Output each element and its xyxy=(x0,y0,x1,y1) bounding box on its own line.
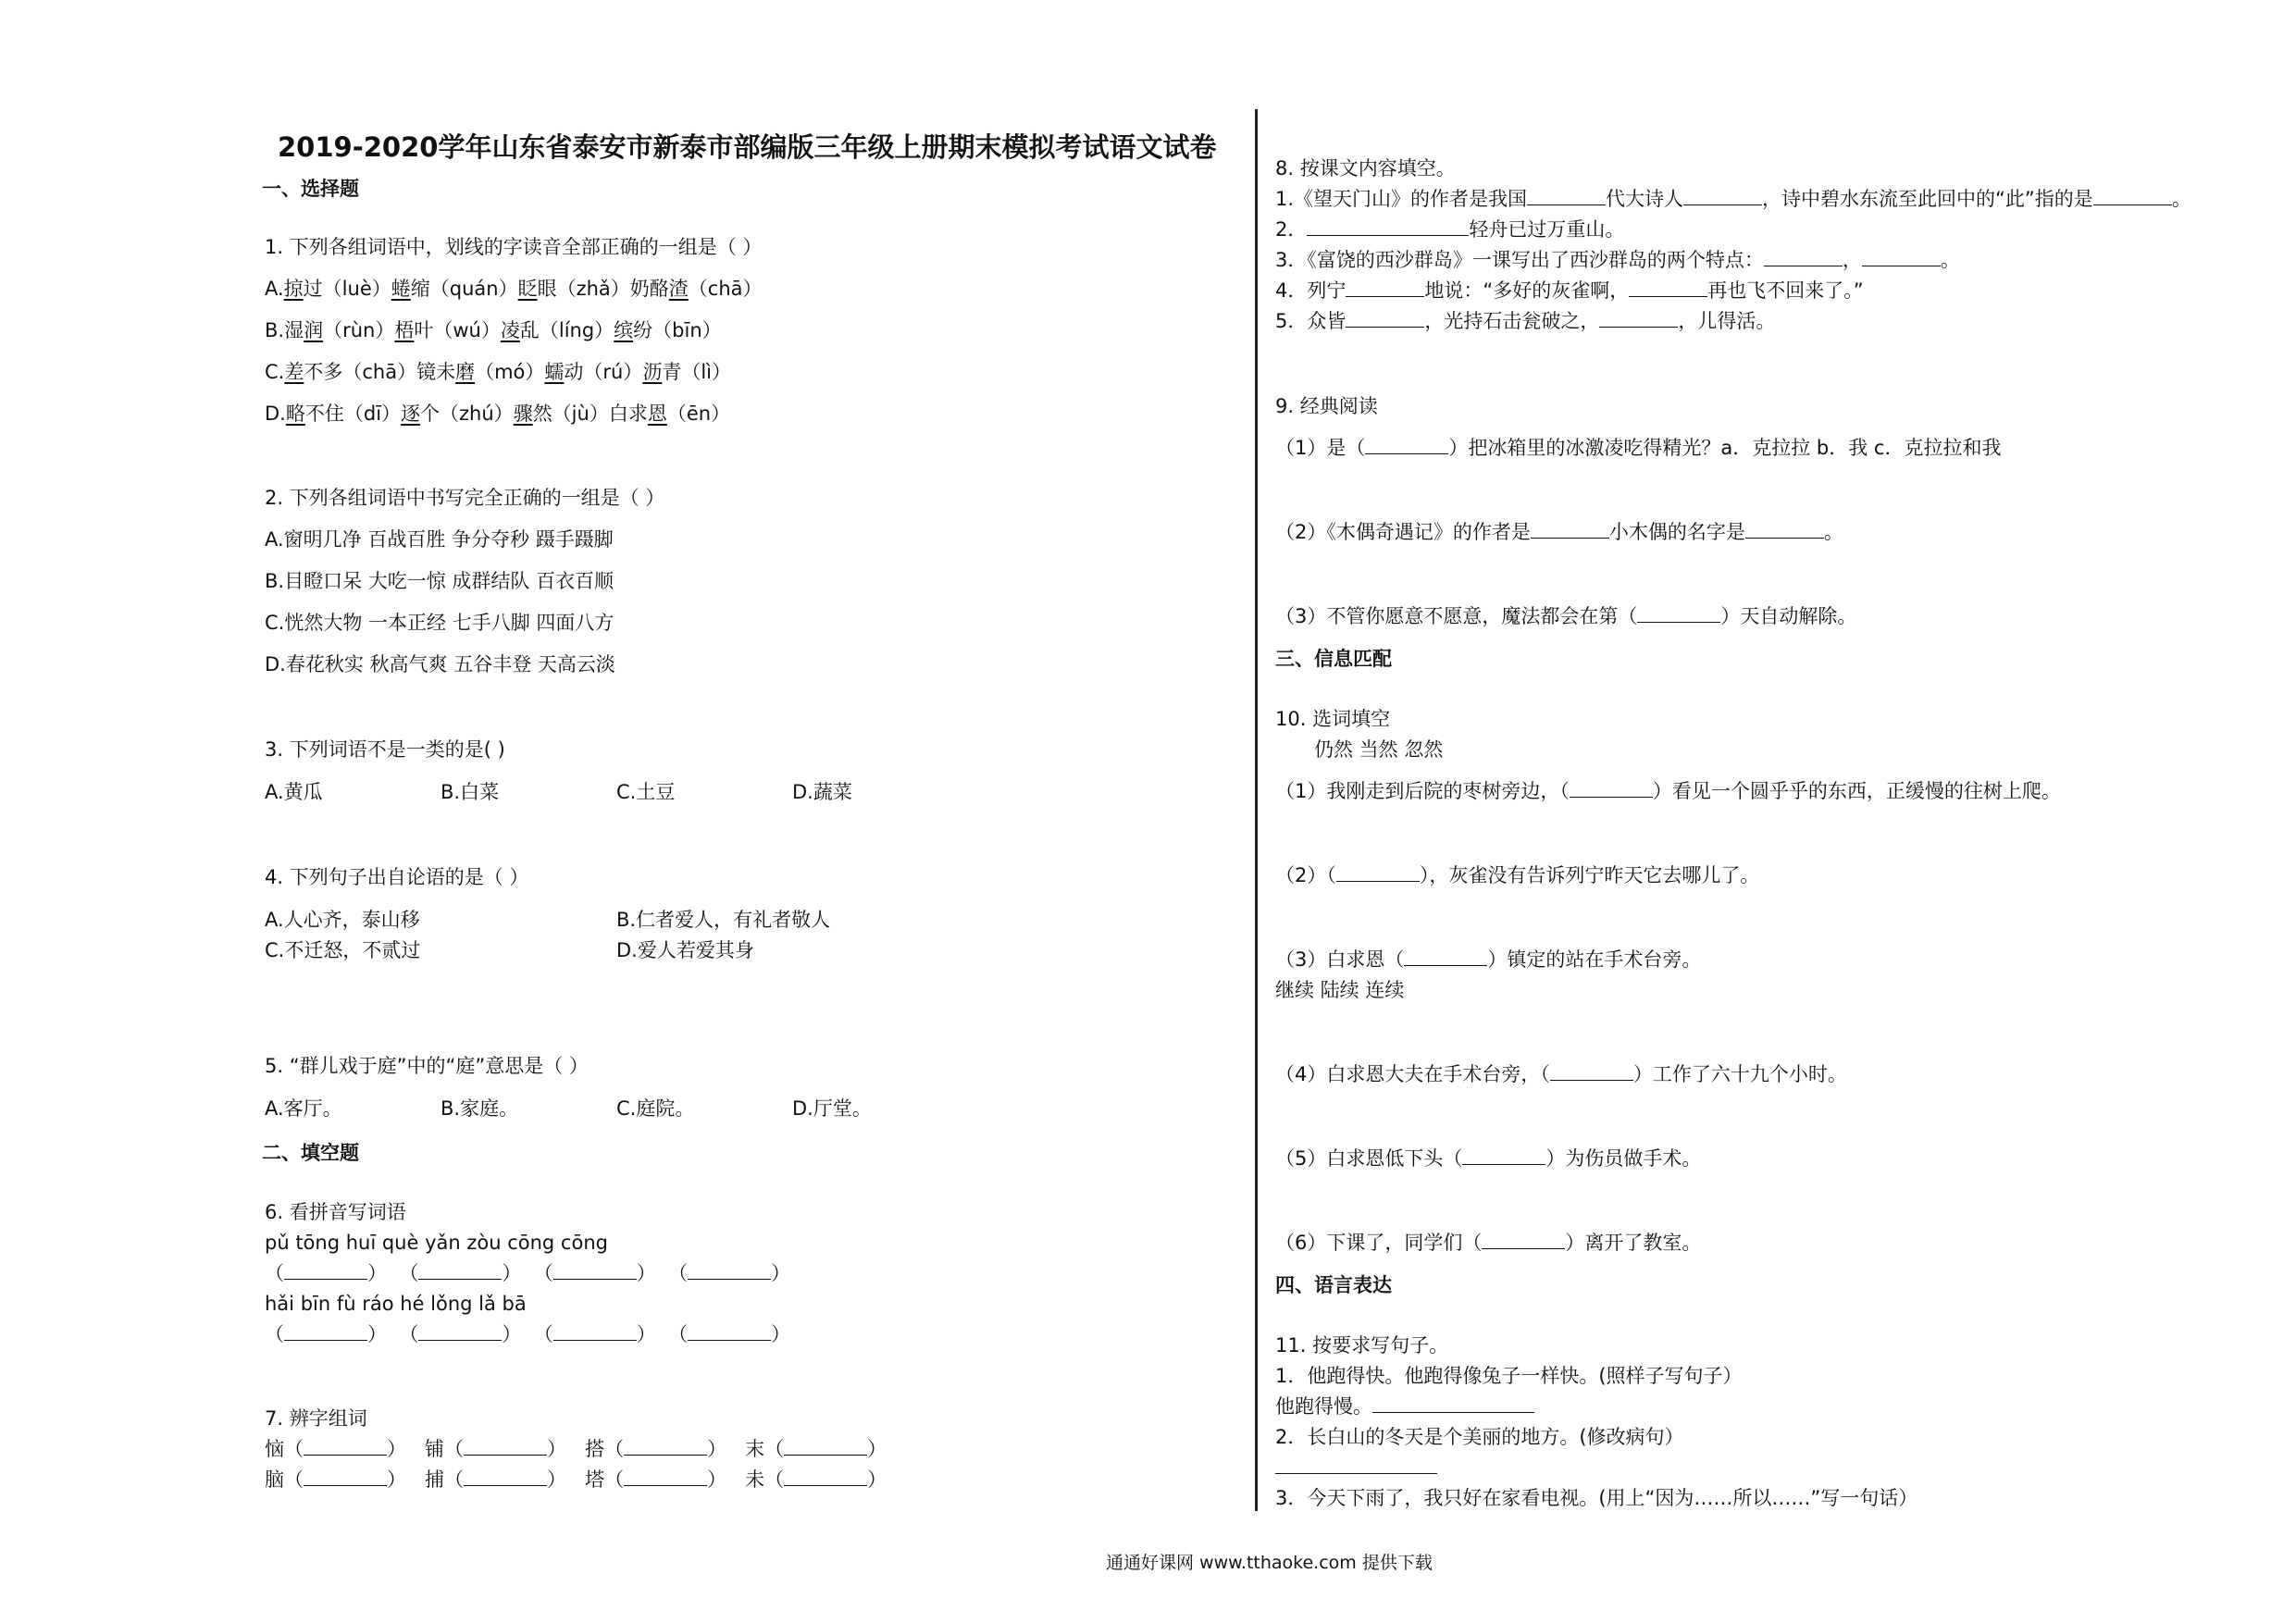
q5-option-b[interactable]: B.家庭。 xyxy=(441,1097,519,1120)
paren: （ xyxy=(533,1262,553,1284)
q7-row-2[interactable] xyxy=(265,1467,887,1493)
q10-line-5[interactable] xyxy=(1275,1146,1701,1171)
q3-option-a[interactable]: A.黄瓜 xyxy=(265,781,323,803)
text: 他跑得慢。 xyxy=(1275,1395,1372,1418)
answer-blank[interactable] xyxy=(1346,308,1424,328)
q5-option-a[interactable]: A.客厅。 xyxy=(265,1097,342,1120)
q8-line-5[interactable] xyxy=(1275,308,1775,334)
q1-option-b[interactable] xyxy=(265,317,722,343)
text: ）天自动解除。 xyxy=(1720,605,1857,627)
answer-blank[interactable] xyxy=(688,1321,771,1341)
q9-line-1[interactable] xyxy=(1275,435,2001,461)
q8-line-4[interactable] xyxy=(1275,278,1864,304)
underlined-char: 眨 xyxy=(517,278,538,300)
text: （1）我刚走到后院的枣树旁边，（ xyxy=(1275,780,1570,802)
text: 然（jù）白求 xyxy=(532,403,648,425)
q4-option-c[interactable]: C.不迁怒，不贰过 xyxy=(265,939,421,961)
underlined-char: 逐 xyxy=(401,403,421,425)
text: （chā） xyxy=(688,278,763,300)
text: 过（luè） xyxy=(303,278,391,300)
underlined-char: 蠕 xyxy=(544,361,565,383)
text: C. xyxy=(265,361,285,383)
section-heading-expression: 四、语言表达 xyxy=(1275,1274,1392,1296)
text: ，儿得活。 xyxy=(1678,310,1776,332)
text: 眼（zhǎ）奶酪 xyxy=(537,278,669,300)
paren: ） xyxy=(367,1323,387,1345)
q9-line-3[interactable] xyxy=(1275,603,1856,629)
paren: ） xyxy=(502,1262,522,1284)
q6-pinyin-row-1: pǔ tōng huī què yǎn zòu cōng cōng xyxy=(265,1232,608,1254)
q6-stem: 6. 看拼音写词语 xyxy=(265,1201,406,1223)
answer-blank[interactable] xyxy=(1462,1146,1545,1165)
answer-blank[interactable] xyxy=(1365,435,1448,454)
text: 4．列宁 xyxy=(1275,279,1347,302)
char: 塔 xyxy=(585,1468,605,1491)
answer-blank[interactable] xyxy=(1336,862,1420,882)
answer-blank[interactable] xyxy=(1637,603,1720,623)
underlined-char: 蜷 xyxy=(391,278,411,300)
section-heading-match: 三、信息匹配 xyxy=(1275,648,1392,670)
answer-blank[interactable] xyxy=(304,1467,387,1486)
text: 不多（chā）镜未 xyxy=(304,361,456,383)
text: 地说：“多好的灰雀啊， xyxy=(1424,279,1630,302)
exam-title: 2019-2020学年山东省泰安市新泰市部编版三年级上册期末模拟考试语文试卷 xyxy=(278,131,1217,163)
paren: （ xyxy=(604,1438,625,1460)
text: 纷（bīn） xyxy=(633,319,722,341)
paren: ） xyxy=(707,1468,727,1491)
q10-line-1[interactable] xyxy=(1275,778,2061,804)
answer-blank[interactable] xyxy=(1372,1394,1534,1413)
q9-stem: 9. 经典阅读 xyxy=(1275,395,1378,417)
char: 脑 xyxy=(265,1468,284,1491)
paren: （ xyxy=(764,1438,785,1460)
text: 代大诗人 xyxy=(1606,188,1684,210)
text: ）看见一个圆乎乎的东西，正缓慢的往树上爬。 xyxy=(1652,780,2061,802)
q10-line-2[interactable] xyxy=(1275,862,1759,888)
char: 捕 xyxy=(425,1468,445,1491)
q11-stem: 11. 按要求写句子。 xyxy=(1275,1334,1449,1357)
answer-blank[interactable] xyxy=(1629,278,1707,297)
answer-blank[interactable] xyxy=(304,1436,387,1456)
q10-word-bank-2: 继续 陆续 连续 xyxy=(1275,979,1405,1001)
paren: ） xyxy=(867,1468,887,1491)
paren: （ xyxy=(399,1262,419,1284)
underlined-char: 凌 xyxy=(500,319,520,341)
text: （rùn） xyxy=(323,319,395,341)
answer-blank[interactable] xyxy=(1482,1230,1565,1249)
text: （4）白求恩大夫在手术台旁，（ xyxy=(1275,1063,1550,1085)
answer-blank[interactable] xyxy=(1683,186,1762,205)
char: 恼 xyxy=(265,1438,284,1460)
q2-option-d[interactable]: D.春花秋实 秋高气爽 五谷丰登 天高云淡 xyxy=(265,653,615,675)
text: D. xyxy=(265,403,286,425)
q5-stem: 5. “群儿戏于庭”中的“庭”意思是（ ） xyxy=(265,1055,589,1077)
text: ，诗中碧水东流至此回中的“此”指的是 xyxy=(1762,188,2093,210)
text: ）为伤员做手术。 xyxy=(1545,1147,1702,1170)
text: B.湿 xyxy=(265,319,304,341)
q11-line-2[interactable] xyxy=(1275,1394,1534,1419)
answer-blank[interactable] xyxy=(1346,278,1424,297)
answer-blank[interactable] xyxy=(1745,519,1824,539)
answer-blank[interactable] xyxy=(624,1467,707,1486)
q8-line-3[interactable] xyxy=(1275,247,1960,273)
text: 2． xyxy=(1275,218,1308,241)
column-divider xyxy=(1255,109,1258,1511)
answer-blank[interactable] xyxy=(1764,247,1843,266)
char: 未 xyxy=(745,1468,765,1491)
text: （3）白求恩（ xyxy=(1275,948,1405,971)
underlined-char: 梧 xyxy=(394,319,415,341)
text: ，光持石击瓮破之， xyxy=(1424,310,1600,332)
paren: （ xyxy=(265,1323,284,1345)
q8-line-1[interactable] xyxy=(1275,186,2191,212)
q2-option-b[interactable]: B.目瞪口呆 大吃一惊 成群结队 百衣百顺 xyxy=(265,570,614,592)
text: 3．《富饶的西沙群岛》一课写出了西沙群岛的两个特点： xyxy=(1275,249,1764,271)
text: （2）（ xyxy=(1275,864,1336,886)
text: 乱（líng） xyxy=(519,319,614,341)
underlined-char: 骤 xyxy=(513,403,533,425)
answer-blank[interactable] xyxy=(688,1260,771,1280)
answer-blank[interactable] xyxy=(1862,247,1941,266)
section-heading-fill: 二、填空题 xyxy=(262,1142,359,1164)
text: ， xyxy=(1842,249,1862,271)
text: （5）白求恩低下头（ xyxy=(1275,1147,1463,1170)
text: 青（lì） xyxy=(662,361,732,383)
underlined-char: 磨 xyxy=(455,361,476,383)
q1-stem: 1. 下列各组词语中，划线的字读音全部正确的一组是（ ） xyxy=(265,236,763,258)
char: 铺 xyxy=(425,1438,445,1460)
q2-stem: 2. 下列各组词语中书写完全正确的一组是（ ） xyxy=(265,487,665,509)
q5-option-d[interactable]: D.厅堂。 xyxy=(792,1097,872,1120)
q7-stem: 7. 辨字组词 xyxy=(265,1407,367,1430)
paren: ） xyxy=(387,1438,406,1460)
answer-blank[interactable] xyxy=(1527,186,1606,205)
text: 小木偶的名字是 xyxy=(1608,521,1745,543)
paren: （ xyxy=(668,1323,689,1345)
text: 轻舟已过万重山。 xyxy=(1469,218,1625,241)
answer-blank[interactable] xyxy=(1550,1061,1633,1081)
q7-row-1[interactable] xyxy=(265,1436,887,1462)
paren: ） xyxy=(771,1323,791,1345)
paren: ） xyxy=(547,1438,567,1460)
text: 。 xyxy=(2171,188,2191,210)
q9-line-2[interactable] xyxy=(1275,519,1843,545)
answer-blank[interactable] xyxy=(1275,1455,1437,1474)
text: ）镇定的站在手术台旁。 xyxy=(1487,948,1702,971)
text: 缩（quán） xyxy=(410,278,518,300)
paren: ） xyxy=(636,1323,656,1345)
q4-option-b[interactable]: B.仁者爱人，有礼者敬人 xyxy=(616,909,831,931)
q10-stem: 10. 选词填空 xyxy=(1275,708,1391,730)
paren: ） xyxy=(707,1438,727,1460)
q3-option-d[interactable]: D.蔬菜 xyxy=(792,781,852,803)
text: 个（zhú） xyxy=(420,403,514,425)
paren: （ xyxy=(604,1468,625,1491)
q4-stem: 4. 下列句子出自论语的是（ ） xyxy=(265,866,529,888)
underlined-char: 润 xyxy=(304,319,324,341)
text: ）工作了六十九个小时。 xyxy=(1632,1063,1847,1085)
paren: （ xyxy=(668,1262,689,1284)
answer-blank[interactable] xyxy=(1531,519,1609,539)
text: 叶（wú） xyxy=(414,319,501,341)
text: 5．众皆 xyxy=(1275,310,1347,332)
text: （3）不管你愿意不愿意，魔法都会在第（ xyxy=(1275,605,1638,627)
paren: ） xyxy=(367,1262,387,1284)
section-heading-choice: 一、选择题 xyxy=(262,178,359,200)
answer-blank[interactable] xyxy=(464,1467,547,1486)
q10-line-6[interactable] xyxy=(1275,1230,1701,1256)
q11-line-1: 1．他跑得快。他跑得像兔子一样快。(照样子写句子） xyxy=(1275,1365,1743,1387)
text: A. xyxy=(265,278,284,300)
q1-option-d[interactable] xyxy=(265,401,730,427)
q6-answer-row-1[interactable] xyxy=(265,1260,790,1286)
answer-blank[interactable] xyxy=(624,1436,707,1456)
q11-line-3: 2．长白山的冬天是个美丽的地方。(修改病句） xyxy=(1275,1426,1684,1448)
q4-option-d[interactable]: D.爱人若爱其身 xyxy=(616,939,754,961)
q10-word-bank-1: 仍然 当然 忽然 xyxy=(1314,738,1444,761)
text: （ēn） xyxy=(666,403,731,425)
answer-blank[interactable] xyxy=(284,1260,367,1280)
answer-blank[interactable] xyxy=(553,1260,637,1280)
underlined-char: 缤 xyxy=(614,319,634,341)
underlined-char: 略 xyxy=(285,403,305,425)
text: 。 xyxy=(1940,249,1960,271)
answer-blank[interactable] xyxy=(784,1436,867,1456)
paren: （ xyxy=(533,1323,553,1345)
text: （mó） xyxy=(475,361,545,383)
q2-option-c[interactable]: C.恍然大物 一本正经 七手八脚 四面八方 xyxy=(265,612,614,634)
answer-blank[interactable] xyxy=(1599,308,1678,328)
underlined-char: 渣 xyxy=(668,278,689,300)
answer-blank[interactable] xyxy=(284,1321,367,1341)
paren: ） xyxy=(771,1262,791,1284)
q11-line-4: 3．今天下雨了，我只好在家看电视。(用上“因为……所以……”写一句话） xyxy=(1275,1487,1918,1509)
text: 。 xyxy=(1823,521,1843,543)
answer-blank[interactable] xyxy=(553,1321,637,1341)
paren: ） xyxy=(867,1438,887,1460)
q3-option-c[interactable]: C.土豆 xyxy=(616,781,676,803)
text: ）离开了教室。 xyxy=(1565,1232,1702,1254)
char: 末 xyxy=(745,1438,765,1460)
answer-blank[interactable] xyxy=(1404,947,1487,966)
text: （1）是（ xyxy=(1275,437,1366,459)
answer-blank[interactable] xyxy=(1307,217,1469,236)
q5-option-c[interactable]: C.庭院。 xyxy=(616,1097,695,1120)
answer-blank[interactable] xyxy=(464,1436,547,1456)
answer-blank[interactable] xyxy=(2093,186,2172,205)
q8-line-2[interactable] xyxy=(1275,217,1624,242)
text: （2）《木偶奇遇记》的作者是 xyxy=(1275,521,1531,543)
text: （6）下课了，同学们（ xyxy=(1275,1232,1483,1254)
underlined-char: 恩 xyxy=(647,403,667,425)
q3-stem: 3. 下列词语不是一类的是( ) xyxy=(265,738,505,761)
q8-stem: 8. 按课文内容填空。 xyxy=(1275,157,1456,180)
paren: （ xyxy=(444,1468,465,1491)
q1-option-a[interactable] xyxy=(265,276,763,302)
char: 搭 xyxy=(585,1438,605,1460)
paren: （ xyxy=(444,1438,465,1460)
paren: （ xyxy=(764,1468,785,1491)
paren: （ xyxy=(284,1438,304,1460)
paren: ） xyxy=(387,1468,406,1491)
text: 不住（dī） xyxy=(304,403,402,425)
paren: （ xyxy=(265,1262,284,1284)
text: 1.《望天门山》的作者是我国 xyxy=(1275,188,1528,210)
paren: ） xyxy=(547,1468,567,1491)
text: ），灰雀没有告诉列宁昨天它去哪儿了。 xyxy=(1419,864,1760,886)
q6-pinyin-row-2: hǎi bīn fù ráo hé lǒng lǎ bā xyxy=(265,1293,527,1315)
q11-answer-line[interactable] xyxy=(1275,1455,1437,1481)
underlined-char: 沥 xyxy=(642,361,663,383)
paren: （ xyxy=(399,1323,419,1345)
underlined-char: 掠 xyxy=(283,278,304,300)
q1-option-c[interactable] xyxy=(265,359,731,385)
page-footer: 通通好课网 www.tthaoke.com 提供下载 xyxy=(1106,1553,1433,1573)
underlined-char: 差 xyxy=(284,361,304,383)
answer-blank[interactable] xyxy=(784,1467,867,1486)
q10-line-4[interactable] xyxy=(1275,1061,1847,1087)
q10-line-3[interactable] xyxy=(1275,947,1701,973)
text: 动（rú） xyxy=(564,361,643,383)
q2-option-a[interactable]: A.窗明几净 百战百胜 争分夺秒 蹑手蹑脚 xyxy=(265,528,614,551)
answer-blank[interactable] xyxy=(418,1321,502,1341)
q4-option-a[interactable]: A.人心齐，泰山移 xyxy=(265,909,420,931)
q3-option-b[interactable]: B.白菜 xyxy=(441,781,500,803)
answer-blank[interactable] xyxy=(418,1260,502,1280)
answer-blank[interactable] xyxy=(1570,778,1653,798)
text: 再也飞不回来了。” xyxy=(1707,279,1864,302)
paren: ） xyxy=(636,1262,656,1284)
text: ）把冰箱里的冰激凌吃得精光？a．克拉拉 b．我 c．克拉拉和我 xyxy=(1448,437,2002,459)
paren: ） xyxy=(502,1323,522,1345)
q6-answer-row-2[interactable] xyxy=(265,1321,790,1347)
paren: （ xyxy=(284,1468,304,1491)
